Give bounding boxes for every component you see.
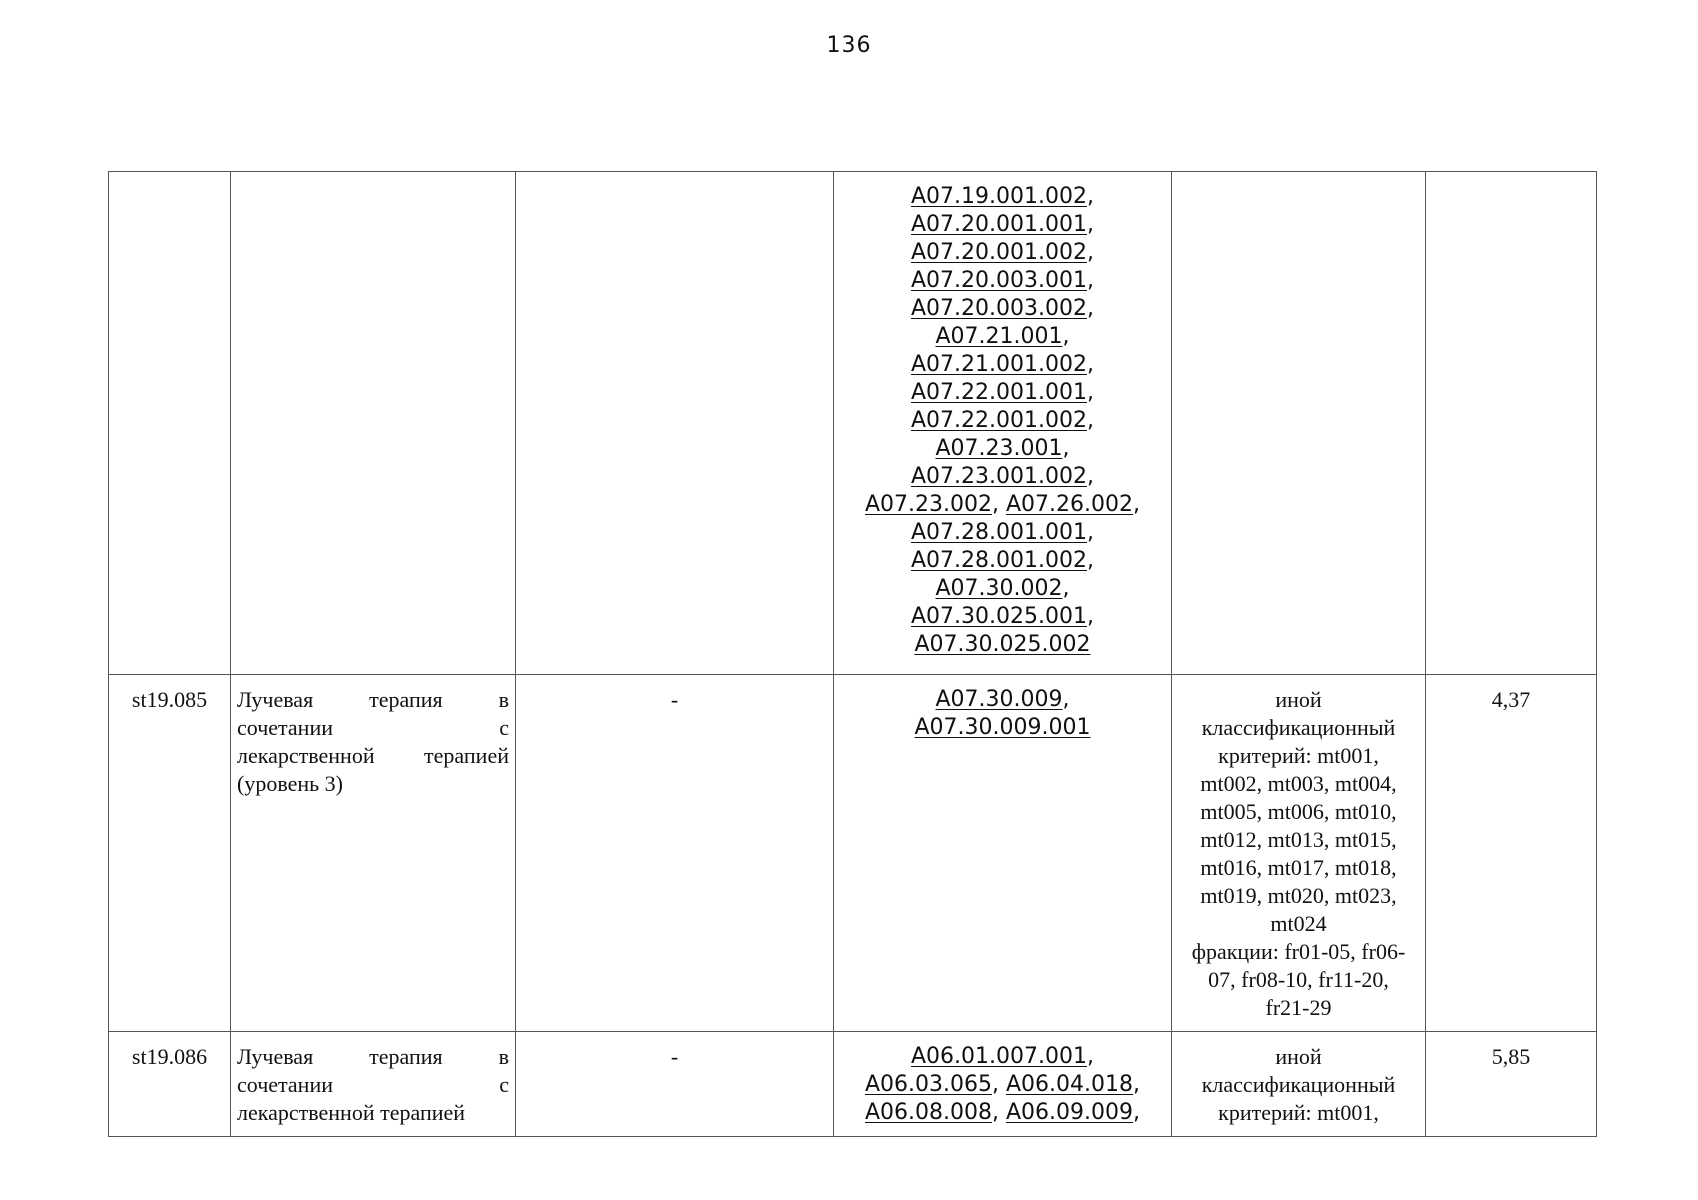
service-code-line: [840, 491, 1165, 519]
cell-code: [109, 675, 231, 1032]
service-code-line: [840, 323, 1165, 351]
separator: ,: [992, 492, 1006, 517]
service-code-link[interactable]: A06.08.008: [864, 1100, 992, 1125]
separator: ,: [1062, 687, 1070, 712]
coefficient-value: 4,37: [1491, 687, 1531, 712]
service-code-line: [840, 463, 1165, 491]
service-code-link[interactable]: A07.23.001.002: [911, 464, 1087, 489]
criteria-line: mt005, mt006, mt010,: [1200, 799, 1397, 824]
cell-name: [231, 172, 516, 675]
name-line: лекарственной терапией: [237, 743, 509, 768]
separator: ,: [1062, 436, 1070, 461]
service-code-link[interactable]: A07.30.009: [935, 687, 1063, 712]
cell-code: [109, 172, 231, 675]
criteria-line: иной: [1275, 1044, 1322, 1069]
criteria-line: критерий: mt001,: [1218, 743, 1379, 768]
row-code: st19.085: [131, 687, 208, 712]
name-line: (уровень 3): [237, 771, 343, 796]
cell-name: [231, 1032, 516, 1137]
separator: ,: [1087, 548, 1094, 573]
service-code-line: [840, 575, 1165, 603]
separator: ,: [1087, 520, 1094, 545]
cell-criteria: [1172, 675, 1426, 1032]
separator: ,: [1087, 352, 1094, 377]
criteria-line: 07, fr08-10, fr11-20,: [1208, 967, 1389, 992]
criteria-line: иной: [1275, 687, 1322, 712]
service-code-link[interactable]: A07.19.001.002: [911, 184, 1087, 209]
criteria-line: fr21-29: [1265, 995, 1332, 1020]
criteria-line: mt002, mt003, mt004,: [1200, 771, 1397, 796]
service-code-link[interactable]: A07.23.002: [864, 492, 992, 517]
coefficient-value: 5,85: [1491, 1044, 1531, 1069]
service-code-link[interactable]: A07.30.002: [935, 576, 1063, 601]
diagnosis-dash: -: [670, 687, 679, 712]
criteria-line: mt012, mt013, mt015,: [1200, 827, 1397, 852]
tariff-table: [108, 171, 1597, 1137]
service-code-link[interactable]: A07.28.001.002: [911, 548, 1087, 573]
table-body: [109, 172, 1597, 1137]
diagnosis-dash: -: [670, 1044, 679, 1069]
service-code-line: [840, 183, 1165, 211]
separator: ,: [992, 1100, 1006, 1125]
name-line: Лучевая терапия в: [237, 687, 509, 712]
service-code-link[interactable]: A07.30.009.001: [914, 715, 1091, 740]
separator: ,: [1087, 268, 1094, 293]
service-code-line: [840, 1071, 1165, 1099]
row-code: st19.086: [131, 1044, 208, 1069]
separator: ,: [1087, 1044, 1094, 1069]
separator: ,: [1133, 1072, 1141, 1097]
cell-coefficient: [1426, 1032, 1597, 1137]
service-code-link[interactable]: A07.21.001.002: [911, 352, 1087, 377]
service-code-line: [840, 267, 1165, 295]
table-row: [109, 1032, 1597, 1137]
separator: ,: [1133, 492, 1141, 517]
service-code-link[interactable]: A07.30.025.001: [911, 604, 1087, 629]
cell-diagnosis: [516, 675, 834, 1032]
separator: ,: [1062, 576, 1070, 601]
service-code-line: [840, 631, 1165, 659]
service-code-line: [840, 1043, 1165, 1071]
cell-criteria: [1172, 172, 1426, 675]
criteria-line: классификационный: [1201, 1072, 1396, 1097]
service-code-link[interactable]: A06.04.018: [1006, 1072, 1134, 1097]
service-code-line: [840, 239, 1165, 267]
criteria-line: mt016, mt017, mt018,: [1200, 855, 1397, 880]
separator: ,: [1087, 240, 1094, 265]
name-line: сочетании с: [237, 715, 509, 740]
service-code-link[interactable]: A06.03.065: [864, 1072, 992, 1097]
service-code-line: [840, 351, 1165, 379]
cell-coefficient: [1426, 675, 1597, 1032]
name-line: Лучевая терапия в: [237, 1044, 509, 1069]
cell-diagnosis: [516, 1032, 834, 1137]
service-code-line: [840, 714, 1165, 742]
service-code-line: [840, 1099, 1165, 1127]
service-code-line: [840, 295, 1165, 323]
service-code-link[interactable]: A07.28.001.001: [911, 520, 1087, 545]
criteria-line: фракции: fr01-05, fr06-: [1191, 939, 1406, 964]
service-code-line: [840, 603, 1165, 631]
separator: ,: [1087, 296, 1094, 321]
service-code-link[interactable]: A07.26.002: [1006, 492, 1134, 517]
cell-services: [834, 1032, 1172, 1137]
service-code-link[interactable]: A07.22.001.001: [911, 380, 1087, 405]
service-code-link[interactable]: A07.20.001.001: [911, 212, 1087, 237]
service-code-line: [840, 379, 1165, 407]
criteria-line: классификационный: [1201, 715, 1396, 740]
service-code-line: [840, 686, 1165, 714]
name-line: сочетании с: [237, 1072, 509, 1097]
cell-diagnosis: [516, 172, 834, 675]
service-code-link[interactable]: A07.20.001.002: [911, 240, 1087, 265]
cell-criteria: [1172, 1032, 1426, 1137]
cell-services: [834, 172, 1172, 675]
service-code-link[interactable]: A07.21.001: [935, 324, 1063, 349]
cell-name: [231, 675, 516, 1032]
cell-coefficient: [1426, 172, 1597, 675]
cell-services: [834, 675, 1172, 1032]
separator: ,: [1087, 212, 1094, 237]
separator: ,: [1087, 604, 1094, 629]
service-code-line: [840, 519, 1165, 547]
service-code-link[interactable]: A07.30.025.002: [914, 632, 1091, 657]
separator: ,: [1087, 184, 1094, 209]
separator: ,: [992, 1072, 1006, 1097]
service-code-line: [840, 211, 1165, 239]
service-code-link[interactable]: A07.22.001.002: [911, 408, 1087, 433]
cell-code: [109, 1032, 231, 1137]
criteria-line: mt019, mt020, mt023,: [1200, 883, 1397, 908]
separator: ,: [1087, 464, 1094, 489]
criteria-line: mt024: [1270, 911, 1327, 936]
criteria-line: критерий: mt001,: [1218, 1100, 1379, 1125]
service-code-link[interactable]: A06.01.007.001: [911, 1044, 1087, 1069]
service-code-link[interactable]: A07.23.001: [935, 436, 1063, 461]
service-code-line: [840, 407, 1165, 435]
page-number: 136: [826, 33, 872, 58]
separator: ,: [1133, 1100, 1141, 1125]
separator: ,: [1087, 380, 1094, 405]
table-row: [109, 675, 1597, 1032]
service-code-line: [840, 547, 1165, 575]
service-code-link[interactable]: A07.20.003.001: [911, 268, 1087, 293]
service-code-link[interactable]: A07.20.003.002: [911, 296, 1087, 321]
separator: ,: [1087, 408, 1094, 433]
service-code-line: [840, 435, 1165, 463]
name-line: лекарственной терапией: [237, 1100, 466, 1125]
table-row: [109, 172, 1597, 675]
separator: ,: [1062, 324, 1070, 349]
service-code-link[interactable]: A06.09.009: [1006, 1100, 1134, 1125]
